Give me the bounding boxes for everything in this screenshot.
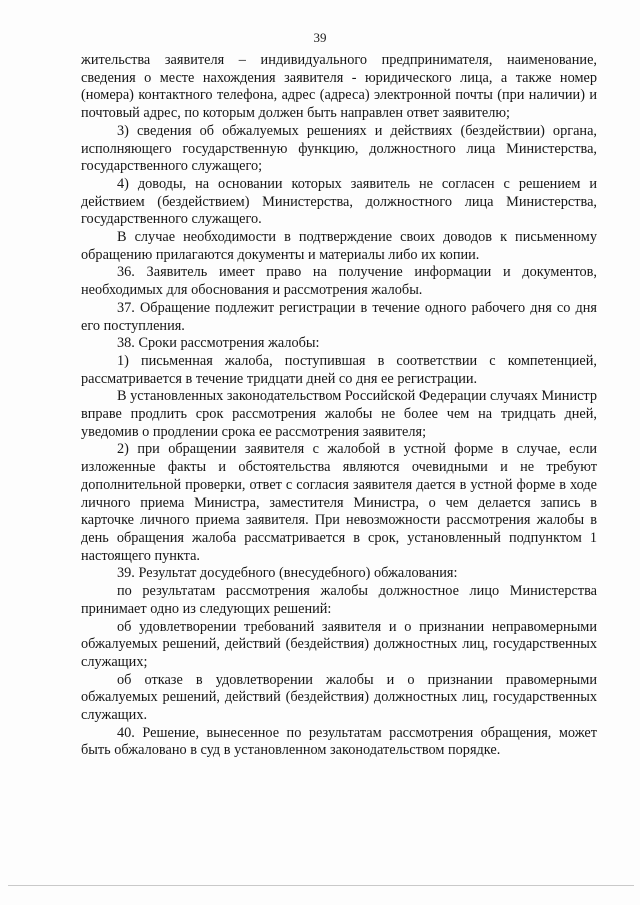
paragraph-item-4: 4) доводы, на основании которых заявитель не согласен с решением и действием (бездействием) Министерства, должностного лица Министерства, государственного служащего.: [81, 175, 597, 228]
paragraph-39-satisfy: об удовлетворении требований заявителя и о признании неправомерными обжалуемых решений, действий (бездействия) должностных лиц, государственных служащих;: [81, 618, 597, 670]
paragraph-38-item-1: 1) письменная жалоба, поступившая в соответствии с компетенцией, рассматривается в течение тридцати дней со дня ее регистрации.: [81, 352, 597, 387]
paragraph-38: 38. Сроки рассмотрения жалобы:: [117, 335, 320, 352]
page-number: 39: [313, 30, 327, 45]
paragraph-item-3: 3) сведения об обжалуемых решениях и действиях (бездействии) органа, исполняющего государственную функцию, должностного лица Министерства, государственного служащего;: [81, 122, 597, 175]
paragraph-36: 36. Заявитель имеет право на получение информации и документов, необходимых для обоснования и рассмотрения жалобы.: [81, 264, 597, 299]
paragraph-38-item-2: 2) при обращении заявителя с жалобой в устной форме в случае, если изложенные факты и обстоятельства являются очевидными и не требуют дополнительной проверки, ответ с согласия заявителя дается в устной форме в ходе личного приема Министра, заместителя Министра, о чем делается запись в карточке личного приема заявителя. При невозможности рассмотрения жалобы в день обращения жалоба рассматривается в срок, установленный подпунктом 1 настоящего пункта.: [81, 441, 597, 564]
paragraph-attachments: В случае необходимости в подтверждение своих доводов к письменному обращению прилагаются документы и материалы либо их копии.: [81, 229, 597, 263]
paragraph-continuation: жительства заявителя – индивидуального предпринимателя, наименование, сведения о месте нахождения заявителя - юридического лица, а также номер (номера) контактного телефона, адрес (адреса) электронной почты (при наличии) и почтовый адрес, по которым должен быть направлен ответ заявителю;: [81, 52, 597, 122]
paragraph-39: 39. Результат досудебного (внесудебного) обжалования:: [117, 565, 458, 582]
paragraph-40: 40. Решение, вынесенное по результатам рассмотрения обращения, может быть обжаловано в суд в установленном законодательством порядке.: [81, 724, 597, 759]
bottom-divider: [8, 885, 634, 886]
document-body: [81, 52, 597, 760]
paragraph-39-refuse: об отказе в удовлетворении жалобы и о признании правомерными обжалуемых решений, действий (бездействия) должностных лиц, государственных служащих.: [81, 671, 597, 724]
paragraph-39-decisions: по результатам рассмотрения жалобы должностное лицо Министерства принимает одно из следующих решений:: [81, 583, 597, 617]
paragraph-37: 37. Обращение подлежит регистрации в течение одного рабочего дня со дня его поступления.: [81, 299, 597, 334]
paragraph-38-extension: В установленных законодательством Российской Федерации случаях Министр вправе продлить срок рассмотрения жалобы не более чем на тридцать дней, уведомив о продлении срока ее рассмотрения заявителя;: [81, 388, 598, 440]
